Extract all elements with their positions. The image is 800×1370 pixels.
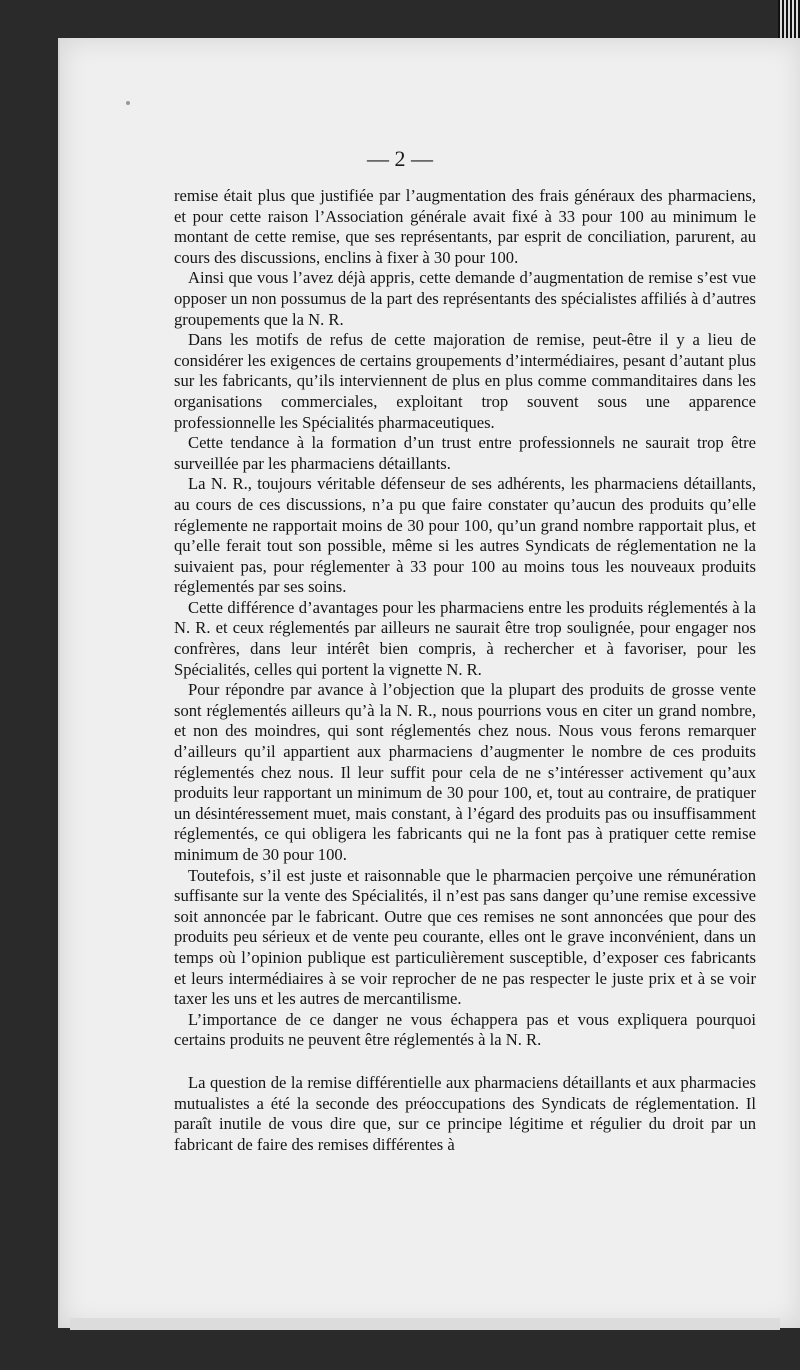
page-number: — 2 —	[367, 146, 433, 171]
paragraph-8: Toutefois, s’il est juste et raisonnable que le pharmacien perçoive une rémunération suffisante sur la vente des Spécialités, il n’est pas sans danger qu’une remise excessive soit annoncée par le fabricant. Outre que ces remises ne sont annoncées que pour des produits peu sérieux et de vente peu courante, elles ont le grave inconvénient, dans un temps où l’opinion publique est particulièrement susceptible, d’exposer ces fabricants et leurs intermédiaires à se voir reprocher de ne pas respecter le juste prix et à se voir taxer les uns et les autres de mercantilisme.	[174, 865, 756, 1009]
page-bottom-edge	[70, 1318, 780, 1330]
paragraph-6: Cette différence d’avantages pour les pharmaciens entre les produits réglementés à la N. R. et ceux réglementés par ailleurs ne saurait être trop soulignée, pour engager nos confrères, dans leur intérêt bien compris, à rechercher et à favoriser, pour les Spécialités, celles qui portent la vignette N. R.	[174, 597, 756, 679]
scan-edge-mark	[778, 0, 800, 40]
body-text	[174, 186, 756, 1155]
paper-speck	[126, 101, 130, 105]
paragraph-7: Pour répondre par avance à l’objection que la plupart des produits de grosse vente sont réglementés ailleurs qu’à la N. R., nous pourrions vous en citer un grand nombre, et non des moindres, qui sont réglementés chez nous. Nous vous ferons remarquer d’ailleurs qu’il appartient aux pharmaciens d’augmenter le nombre de ces produits réglementés chez nous. Il leur suffit pour cela de ne s’intéresser activement qu’aux produits leur rapportant un minimum de 30 pour 100, et, tout au contraire, de pratiquer un désintéressement muet, mais constant, à l’égard des produits pas ou insuffisamment réglementés, ce qui obligera les fabricants qui ne la font pas à pratiquer cette remise minimum de 30 pour 100.	[174, 680, 756, 864]
paragraph-3: Dans les motifs de refus de cette majoration de remise, peut-être il y a lieu de considérer les exigences de certains groupements d’intermédiaires, pesant d’autant plus sur les fabricants, qu’ils interviennent de plus en plus comme commanditaires dans les organisations commerciales, exploitant trop souvent sous une apparence professionnelle les Spécialités pharmaceutiques.	[174, 330, 756, 432]
paragraph-4: Cette tendance à la formation d’un trust entre professionnels ne saurait trop être surveillée par les pharmaciens détaillants.	[174, 433, 756, 473]
paragraph-9: L’importance de ce danger ne vous échappera pas et vous expliquera pourquoi certains produits ne peuvent être réglementés à la N. R.	[174, 1009, 756, 1050]
paragraph-5: La N. R., toujours véritable défenseur de ses adhérents, les pharmaciens détaillants, au cours de ces discussions, n’a pu que faire constater qu’aucun des produits qu’elle réglemente ne rapportait moins de 30 pour 100, qu’un grand nombre rapportait plus, et qu’elle ferait tout son possible, même si les autres Syndicats de réglementation ne la suivaient pas, pour réglementer à 33 pour 100 au moins tous les nouveaux produits réglementés par ses soins.	[174, 474, 756, 597]
paragraph-1: remise était plus que justifiée par l’augmentation des frais généraux des pharmaciens, et pour cette raison l’Association générale avait fixé à 33 pour 100 au minimum le montant de cette remise, que ses représentants, par esprit de conciliation, parurent, au cours des discussions, enclins à fixer à 30 pour 100.	[174, 186, 756, 267]
paragraph-2: Ainsi que vous l’avez déjà appris, cette demande d’augmentation de remise s’est vue opposer un non possumus de la part des représentants des spécialistes affiliés à d’autres groupements que la N. R.	[174, 268, 756, 329]
paragraph-10: La question de la remise différentielle aux pharmaciens détaillants et aux pharmacies mutualistes a été la seconde des préoccupations des Syndicats de réglementation. Il paraît inutile de vous dire que, sur ce principe légitime et régulier du droit par un fabricant de faire des remises différentes à	[174, 1072, 756, 1154]
